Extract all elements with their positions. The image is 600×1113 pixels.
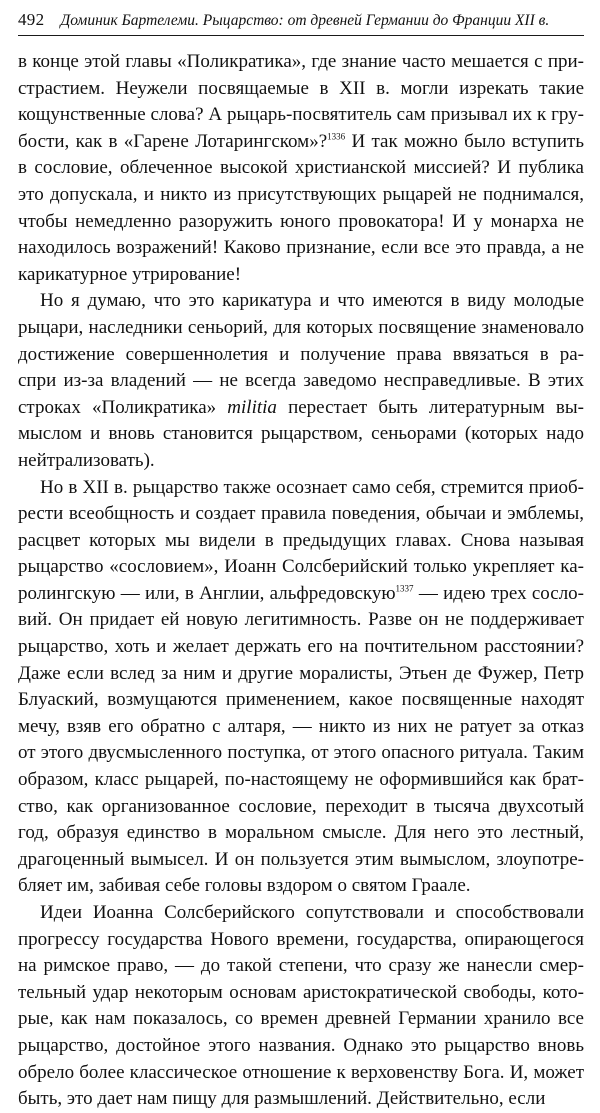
text-line: бляет им, забивая себе головы вздором о святом Граале. [18, 875, 471, 897]
text-segment: ролингскую — или, в Англии, альфредовскую [18, 582, 396, 604]
running-header [18, 10, 584, 36]
text-segment: — идею трех сосло- [413, 582, 584, 604]
text-line: это допускала, и никто из присутствующих рыцарей не поднимался, [18, 183, 584, 205]
text-line: кощунственные слова? А рыцарь-посвятитель сам призывал их к гру- [18, 104, 584, 126]
italic-term: militia [227, 396, 277, 418]
text-line: драгоценный вымысел. И он пользуется этим вымыслом, злоупотре- [18, 848, 584, 870]
page-number: 492 [18, 10, 45, 29]
footnote-marker: 1337 [395, 583, 414, 594]
text-line: рыцарство, достойное этого названия. Однако это рыцарство вновь [18, 1034, 584, 1056]
footnote-marker: 1336 [327, 131, 346, 142]
text-line: чтобы немедленно разоружить юного провокатора! И у монарха не [18, 210, 584, 232]
text-line: карикатурное утрирование! [18, 263, 242, 285]
paragraph [18, 288, 584, 474]
text-line: вий. Он придает ей новую легитимность. Разве он не поддерживает [18, 609, 584, 631]
book-page [18, 10, 584, 1113]
text-line: находилось возражений! Каково признание, если все это правда, а не [18, 237, 584, 259]
text-line: достижение совершеннолетия и получение права ввязаться в ра- [18, 343, 584, 365]
text-line: рести всеобщность и создает правила поведения, обычаи и эмблемы, [18, 503, 584, 525]
text-segment: И так можно было вступить [345, 130, 584, 152]
text-line: Но я думаю, что это карикатура и что имеются в виду молодые [40, 290, 584, 312]
text-line [18, 395, 584, 422]
text-line: от этого двусмысленного поступка, от этого опасного ритуала. Таким [18, 742, 584, 764]
text-line: ство, как организованное сословие, переходит в тысяча двухсотый [18, 795, 584, 817]
text-line: Идеи Иоанна Солсберийского сопутствовали и способствовали [40, 902, 584, 923]
text-line: год, образуя единство в моральном смысле. Для него это лестный, [18, 822, 584, 844]
text-segment: бости, как в «Гарене Лотарингском»? [18, 130, 328, 152]
text-line: рыцари, наследники сеньорий, для которых посвящение знаменовало [18, 316, 584, 338]
text-line: страстием. Неужели посвящаемые в XII в. могли изрекать такие [18, 77, 584, 99]
text-line [18, 581, 584, 608]
text-line: в конце этой главы «Поликратика», где знание часто мешается с при- [18, 51, 584, 72]
paragraph [18, 900, 584, 1113]
body-text [18, 49, 584, 1113]
text-line: Даже если вслед за ним и другие моралисты, Этьен де Фужер, Петр [18, 662, 584, 684]
text-line: быть, это дает нам пищу для размышлений. Действительно, если [18, 1088, 546, 1110]
text-line: прогрессу государства Нового времени, государства, опирающегося [18, 928, 584, 950]
text-line: спри из-за владений — не всегда заведомо несправедливые. В этих [18, 370, 584, 392]
text-line: мечу, взяв его обратно с алтаря, — никто из них не ратует за отказ [18, 715, 584, 737]
text-line: рыцарство «сословием», Иоанн Солсберийский только укрепляет ка- [18, 556, 584, 578]
text-segment: строках «Поликратика» [18, 396, 228, 418]
paragraph [18, 475, 584, 901]
text-line: тельный удар некоторым основам аристократической свободы, кото- [18, 981, 584, 1003]
text-line: в сословие, облеченное высокой христианской миссией? И публика [18, 157, 584, 179]
text-line: расцвет которых мы видели в предыдущих главах. Снова называя [18, 529, 584, 551]
text-line [18, 129, 584, 156]
running-title: Доминик Бартелеми. Рыцарство: от древней Германии до Франции XII в. [60, 12, 550, 29]
text-line: Но в XII в. рыцарство также осознает само себя, стремится приоб- [40, 476, 584, 498]
paragraph [18, 49, 584, 288]
text-segment: перестает быть литературным вы- [276, 396, 584, 418]
text-line: рые, как нам показалось, со времен древней Германии хранило все [18, 1008, 584, 1030]
text-line: образом, класс рыцарей, по-настоящему не оформившийся как брат- [18, 769, 584, 791]
text-line: нейтрализовать). [18, 449, 155, 471]
text-line: Блуаский, возмущаются применением, какое посвященные находят [18, 689, 584, 711]
text-line: обрело более классическое отношение к верховенству Бога. И, может [18, 1061, 584, 1083]
text-line: мыслом и вновь становится рыцарством, сеньорами (которых надо [18, 423, 584, 445]
text-line: рыцарство, хоть и желает держать его на почтительном расстоянии? [18, 636, 584, 658]
text-line: на римское право, — до такой степени, что сразу же нанесли смер- [18, 955, 584, 977]
